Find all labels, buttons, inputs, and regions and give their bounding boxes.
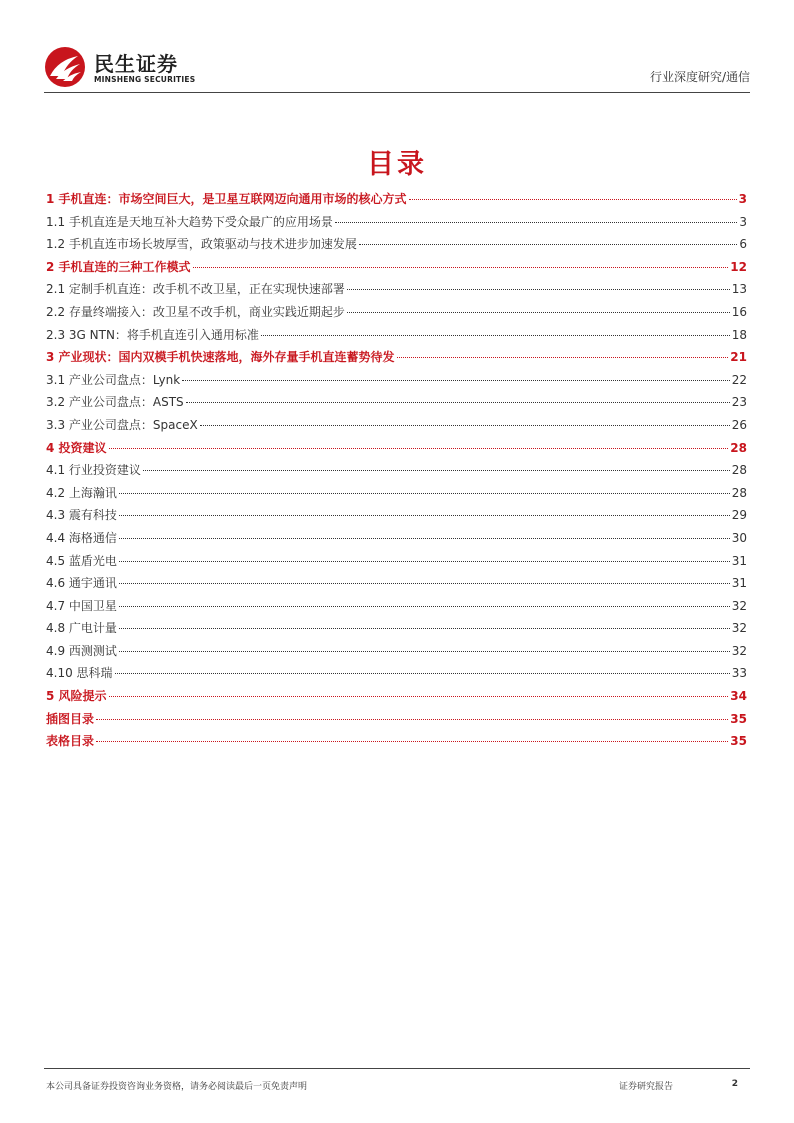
toc-entry-title: 5 风险提示 — [46, 689, 107, 704]
footer-disclaimer: 本公司具备证券投资咨询业务资格，请务必阅读最后一页免责声明 — [46, 1082, 308, 1092]
toc-entry[interactable] — [46, 597, 747, 620]
toc-entry-title: 4.9 西测测试 — [46, 643, 117, 658]
header-divider — [44, 92, 750, 93]
toc-leader-dots — [119, 651, 730, 652]
report-category: 行业深度研究/通信 — [649, 70, 750, 84]
toc-entry[interactable] — [46, 687, 747, 710]
toc-entry-title: 3.2 产业公司盘点：ASTS — [46, 395, 184, 410]
toc-entry-title: 1.1 手机直连是天地互补大趋势下受众最广的应用场景 — [46, 214, 333, 229]
toc-entry[interactable] — [46, 552, 747, 575]
toc-leader-dots — [96, 741, 728, 742]
toc-entry-title: 4 投资建议 — [46, 440, 107, 455]
toc-entry-title: 4.8 广电计量 — [46, 621, 117, 636]
toc-entry-title: 插图目录 — [46, 711, 95, 726]
toc-leader-dots — [261, 335, 730, 336]
toc-entry-title: 4.7 中国卫星 — [46, 598, 117, 613]
toc-entry[interactable] — [46, 416, 747, 439]
toc-entry-page: 3 — [739, 214, 747, 229]
toc-leader-dots — [347, 289, 730, 290]
toc-entry-page: 28 — [730, 440, 747, 455]
toc-leader-dots — [119, 561, 730, 562]
toc-leader-dots — [119, 583, 730, 584]
toc-entry[interactable] — [46, 574, 747, 597]
toc-entry-title: 3.1 产业公司盘点：Lynk — [46, 372, 181, 387]
toc-leader-dots — [347, 312, 730, 313]
toc-entry-page: 31 — [731, 553, 747, 568]
table-of-contents — [46, 190, 747, 755]
toc-leader-dots — [143, 470, 730, 471]
toc-entry-page: 6 — [739, 237, 747, 252]
toc-entry-title: 2.2 存量终端接入：改卫星不改手机，商业实践近期起步 — [46, 304, 345, 319]
toc-title: 目录 — [367, 149, 427, 180]
toc-leader-dots — [186, 402, 730, 403]
toc-entry-page: 28 — [731, 463, 747, 478]
toc-entry-page: 26 — [731, 417, 747, 432]
toc-entry-title: 4.2 上海瀚讯 — [46, 485, 117, 500]
toc-leader-dots — [397, 357, 729, 358]
toc-entry-page: 29 — [731, 508, 747, 523]
toc-entry-page: 35 — [730, 734, 747, 749]
toc-entry-title: 4.10 思科瑞 — [46, 666, 113, 681]
toc-entry[interactable] — [46, 235, 747, 258]
toc-leader-dots — [200, 425, 730, 426]
toc-entry-title: 4.4 海格通信 — [46, 530, 117, 545]
toc-leader-dots — [193, 267, 729, 268]
toc-entry[interactable] — [46, 710, 747, 733]
toc-entry[interactable] — [46, 280, 747, 303]
toc-entry-page: 32 — [731, 598, 747, 613]
toc-entry-title: 3 产业现状：国内双模手机快速落地，海外存量手机直连蓄势待发 — [46, 350, 395, 365]
footer-doc-type: 证券研究报告 — [619, 1082, 674, 1092]
toc-entry-title: 1 手机直连：市场空间巨大，是卫星互联网迈向通用市场的核心方式 — [46, 192, 407, 206]
footer-page-number: 2 — [731, 1079, 738, 1089]
toc-entry-page: 30 — [731, 530, 747, 545]
toc-entry-page: 32 — [731, 643, 747, 658]
toc-entry[interactable] — [46, 461, 747, 484]
toc-entry-title: 4.3 震有科技 — [46, 508, 117, 523]
toc-leader-dots — [182, 380, 730, 381]
toc-entry[interactable] — [46, 303, 747, 326]
toc-entry[interactable] — [46, 484, 747, 507]
toc-entry[interactable] — [46, 619, 747, 642]
minsheng-logo-icon — [44, 46, 86, 88]
toc-leader-dots — [109, 696, 729, 697]
toc-entry[interactable] — [46, 348, 747, 371]
toc-leader-dots — [96, 719, 728, 720]
toc-leader-dots — [119, 538, 730, 539]
toc-entry[interactable] — [46, 439, 747, 462]
page-header — [44, 42, 750, 92]
toc-entry-page: 35 — [730, 711, 747, 726]
toc-entry-page: 34 — [730, 689, 747, 704]
toc-entry[interactable] — [46, 664, 747, 687]
toc-entry-page: 31 — [731, 576, 747, 591]
logo-english-name: MINSHENG SECURITIES — [94, 75, 196, 84]
toc-leader-dots — [119, 493, 730, 494]
toc-leader-dots — [359, 244, 737, 245]
logo-chinese-name: 民生证券 — [94, 52, 178, 76]
footer-divider — [44, 1068, 750, 1069]
toc-entry[interactable] — [46, 506, 747, 529]
toc-leader-dots — [119, 515, 730, 516]
toc-entry[interactable] — [46, 393, 747, 416]
toc-entry-title: 4.5 蓝盾光电 — [46, 553, 117, 568]
toc-entry-title: 3.3 产业公司盘点：SpaceX — [46, 417, 198, 432]
toc-entry-page: 22 — [731, 372, 747, 387]
toc-entry-page: 33 — [731, 666, 747, 681]
toc-entry-page: 32 — [731, 621, 747, 636]
toc-leader-dots — [115, 673, 730, 674]
toc-entry[interactable] — [46, 258, 747, 281]
toc-entry-page: 12 — [730, 259, 747, 274]
company-logo — [44, 44, 204, 90]
toc-entry[interactable] — [46, 190, 747, 213]
toc-entry-page: 18 — [731, 327, 747, 342]
toc-entry[interactable] — [46, 371, 747, 394]
toc-leader-dots — [409, 199, 737, 200]
toc-leader-dots — [109, 448, 729, 449]
toc-entry-title: 4.1 行业投资建议 — [46, 463, 141, 478]
toc-entry[interactable] — [46, 326, 747, 349]
toc-leader-dots — [119, 606, 730, 607]
toc-entry[interactable] — [46, 213, 747, 236]
toc-entry[interactable] — [46, 529, 747, 552]
toc-entry-title: 2 手机直连的三种工作模式 — [46, 259, 191, 274]
toc-entry-page: 13 — [731, 282, 747, 297]
toc-entry-page: 3 — [738, 192, 747, 206]
toc-entry-page: 28 — [731, 485, 747, 500]
toc-entry-title: 2.3 3G NTN：将手机直连引入通用标准 — [46, 327, 259, 342]
toc-entry-title: 表格目录 — [46, 734, 95, 749]
toc-entry-title: 1.2 手机直连市场长坡厚雪，政策驱动与技术进步加速发展 — [46, 237, 357, 252]
toc-entry-page: 16 — [731, 304, 747, 319]
toc-entry[interactable] — [46, 732, 747, 755]
toc-entry-page: 21 — [730, 350, 747, 365]
toc-entry-title: 2.1 定制手机直连：改手机不改卫星，正在实现快速部署 — [46, 282, 345, 297]
toc-leader-dots — [119, 628, 730, 629]
toc-entry-page: 23 — [731, 395, 747, 410]
toc-leader-dots — [335, 222, 737, 223]
toc-entry[interactable] — [46, 642, 747, 665]
toc-entry-title: 4.6 通宇通讯 — [46, 576, 117, 591]
